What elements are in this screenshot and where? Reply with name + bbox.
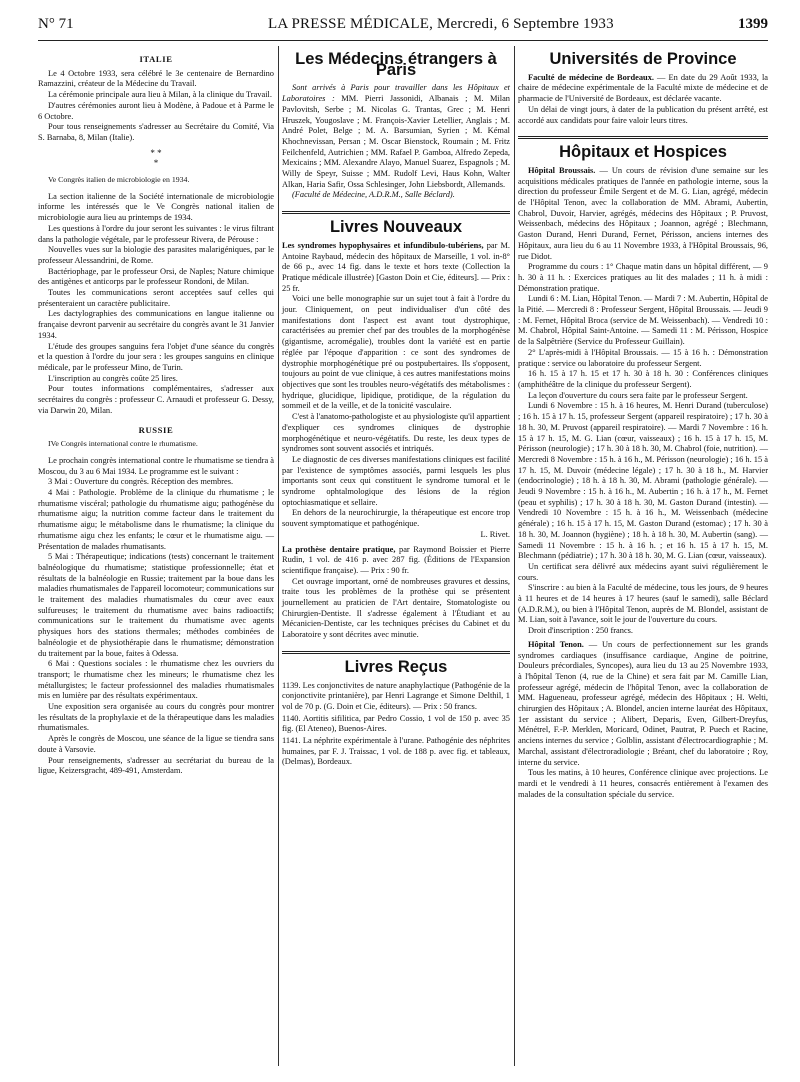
paragraph: L'étude des groupes sanguins fera l'objet d'une séance du congrès et la question à l'ordre du jour sera : les groupes sanguins en clinique médicale, par le professeur Mino, de Turin. <box>38 341 274 372</box>
intro-text: Sont arrivés à Paris pour travailler dans les Hôpitaux et Laboratoires : <box>282 83 510 104</box>
paragraph <box>518 166 768 262</box>
page-header <box>38 16 768 40</box>
column-middle <box>282 52 510 769</box>
header-rule <box>38 40 768 41</box>
paragraph <box>518 73 768 105</box>
paragraph: Pour toutes informations complémentaires, s'adresser aux secrétaires du congrès : professeur C. Arnaudi et professeur G. Dessy, via Darwin 20, Milan. <box>38 384 274 415</box>
source-note: (Faculté de Médecine, A.D.R.M., Salle Béclard). <box>292 190 455 200</box>
paragraph-text: — En date du 29 Août 1933, la chaire de médecine expérimentale de la Faculté mixte de médecine et de pharmacie de l'Université de Bordeaux, est déclarée vacante. <box>518 72 768 104</box>
paragraph: Pour renseignements, s'adresser au secrétariat du bureau de la ligue, Keizersgracht, 489-491, Amsterdam. <box>38 755 274 776</box>
paragraph: Le diagnostic de ces diverses manifestations cliniques est facilité par l'existence de symptômes associés, parmi lesquels les plus importants sont ceux qui constituent le syndrome tumoral et le syndrome ophtalmologique des lésions de la région optochiasmatique et sellaire. <box>282 454 510 507</box>
paragraph: 16 h. 15 à 17 h. 15 et 17 h. 30 à 18 h. 30 : Conférences cliniques (amphithéâtre de la clinique du professeur Sergent). <box>518 369 768 389</box>
review-signature: L. Rivet. <box>480 529 510 539</box>
journal-title: LA PRESSE MÉDICALE, Mercredi, 6 Septembre 1933 <box>268 16 614 32</box>
book-entry <box>282 545 510 577</box>
list-item: 1140. Aortitis sifilitica, par Pedro Cossio, 1 vol de 150 p. avec 35 fig. (El Ateneo), Buenos-Aires. <box>282 713 510 734</box>
book-meta: par M. Antoine Raybaud, médecin des hôpitaux de Marseille, 1 vol. in-8° de 66 p., avec 14 fig. dans le texte et hors texte (Collection la Pratique médicale illustrée) [Gaston Doin et Cie, éditeurs]. — Prix : 25 fr. <box>282 240 511 293</box>
paragraph: Les dactylographies des communications en langue italienne ou française devront parvenir au secrétaire du congrès avant le 31 Janvier 1934. <box>38 309 274 340</box>
paragraph: Lundi 6 : M. Lian, Hôpital Tenon. — Mardi 7 : M. Aubertin, Hôpital de la Pitié. — Mercredi 8 : Professeur Sergent, Hôpital Broussais. — Jeudi 9 : M. Fernet, Hôpital Broca (service de M. Weissenbach). — Vendredi 10 : M. Chabrol, Hôpital Saint-Antoine. — Samedi 11 : M. Périsson, Hospice de la Salpêtrière (Service du Professeur Guillain). <box>518 294 769 347</box>
paragraph: 2° L'après-midi à l'Hôpital Broussais. — 15 à 16 h. : Démonstration pratique : service ou laboratoire du professeur Sergent. <box>518 347 768 368</box>
paragraph <box>518 640 768 768</box>
paragraph: Un délai de vingt jours, à dater de la publication du présent arrêté, est accordé aux candidats pour faire valoir leurs titres. <box>518 104 768 125</box>
section-heading-hopitaux: Hôpitaux et Hospices <box>559 143 727 162</box>
paragraph: Cet ouvrage important, orné de nombreuses gravures et dessins, traite tous les problèmes de la prothèse qui se présentent journellement au praticien de l'Art dentaire, Stomatologiste ou Chirurgien-Dentiste. Il s'adresse également à l'Étudiant et au Mécanicien-Dentiste, car les techniques précises du Cabinet et du Laboratoire y sont décrites avec minutie. <box>282 576 510 640</box>
paragraph: Nouvelles vues sur la biologie des parasites malarigéniques, par le professeur Alessandrini, de Rome. <box>38 245 274 265</box>
paragraph: Les questions à l'ordre du jour seront les suivantes : le virus filtrant dans la pathologie végétale, par le professeur Rivera, de Pérouse : <box>38 223 274 244</box>
paragraph <box>282 83 510 190</box>
paragraph: L'inscription au congrès coûte 25 lires. <box>48 373 178 383</box>
list-item: 1141. La néphrite expérimentale à l'urane. Pathogénie des néphrites humaines, par F. J. Traissac, 1 vol. de 188 p. avec fig. et tableaux, (Delmas), Bordeaux. <box>282 736 510 767</box>
paragraph: Programme du cours : 1° Chaque matin dans un hôpital différent, — 9 h. 30 à 11 h. : Exercices pratiques au lit des malades ; 11 h. à midi : Démonstration pratique. <box>518 262 768 293</box>
paragraph: Droit d'inscription : 250 francs. <box>528 626 634 636</box>
paragraph-lead: Hôpital Tenon. <box>528 639 584 649</box>
paragraph: 4 Mai : Pathologie. Problème de la clinique du rhumatisme ; le rhumatisme viscéral; pathologie du rhumatisme aigu; pathogénèse du rhumatisme aigu; la nutrition comme facteur dans le traitement du rhumatisme aigu; le métabolisme dans le rhumatisme; la clinique du rhumatisme aigu chez les enfants; le cœur et le rhumatisme aigu. —Présentation de malades rhumatisants. <box>38 488 274 551</box>
section-rule <box>282 211 510 214</box>
paragraph: Une exposition sera organisée au cours du congrès pour montrer les résultats de la prophylaxie et de la thérapeutique dans les maladies rhumatismales. <box>38 702 274 733</box>
paragraph: 6 Mai : Questions sociales : le rhumatisme chez les ouvriers du transport; le rhumatisme chez les mineurs; le rhumatisme chez les métallurgistes; le facteur professionnel des maladies rhumatismales mis en lumière par des résultats expérimentaux. <box>38 659 274 701</box>
paragraph: Tous les matins, à 10 heures, Conférence clinique avec projections. Le mardi et le vendredi à 11 heures, consacrés entièrement à l'examen des malades de la consultation spéciale du service. <box>518 768 768 799</box>
subsection-title: Ve Congrès italien de microbiologie en 1934. <box>48 175 190 185</box>
paragraph: La section italienne de la Société internationale de microbiologie informe les intéressés que le Ve Congrès national italien de microbiologie aura lieu au printemps de 1934. <box>38 191 274 223</box>
section-rule <box>282 651 510 654</box>
paragraph: Toutes les communications seront acceptées sauf celles qui présenteraient un caractère publicitaire. <box>38 288 274 308</box>
section-heading-livres-recus: Livres Reçus <box>344 657 448 676</box>
names-list: MM. Pierri Jassonidi, Albanais ; M. Milan Pavlovitsh, Serbe ; M. Nicolas G. Trantas, Grec ; M. Henri Hruszek, Yougoslave ; M. François-Xavier Letellier, Anglais ; M. André Polet, Belge ; M. A. Barsumian, Syrien ; M. Kémal Khochnevissan, Persan ; M. Oscar Bienstock, Roumain ; M. Fritz Feilchenfeld, Autrichien ; MM. Rafael P. Gamboa, Alfredo Zepeda, Mexicains ; MM. Alexandre Alayo, Manuel Suarez, Espagnols ; M. Willy de Speyr, Suisse ; MM. Rudolf Levi, Haus Kohn, Walter Alkan, Haria Safir, Ossa Schlesinger, John Liebsbordt, Allemands. <box>282 94 510 189</box>
section-heading-italie: ITALIE <box>139 54 173 64</box>
section-heading-russie: RUSSIE <box>138 424 174 435</box>
paragraph: Lundi 6 Novembre : 15 h. à 16 heures, M. Henri Durand (tuberculose) ; 16 h. 15 à 17 h. 15, professeur Sergent (appareil respiratoire) ; 17 h. 30 à 18 h. 30, M. Pruvost (appareil respiratoire). — Mardi 7 Novembre : 16 h. 15 à 17 h. 15, M. G. Lian (cœur, vaisseaux) ; 16 h. 15 à 17 h. 15, M. Périsson (neurologie) ; 17 h. 30 à 18 h. 30, M. Chabrol (foie, nutrition). — Mercredi 8 Novembre : 15 h. à 16 h., M. Périsson (neurologie) ; 16 h. 15 à 17 h. 15, M. Duvoir (médecine légale) ; 17 h. 30 à 18 h., M. Harvier (endocrinologie) ; 18 h. à 18 h. 30, M. Abrami (pathologie générale). — Jeudi 9 Novembre : 15 h. à 16 h., M. Aubertin ; 16 h. à 17 h., M. Fernet (peau et syphilis) ; 17 h. 30 à 18 h. 30, M. Gaston Durand (intestin). — Vendredi 10 Novembre : 15 h. à 16 h., M. Weissenbach (médecine générale) ; 16 h. 15 à 17 h. 15, M. Gaston Durand (estomac) ; 17 h. 30 à 18 h. 30, M. Joannon (hygiène) ; 18 h. à 18 h. 30, M. Aubertin (sang). — Samedi 11 Novembre : 15 h. à 16 h. ; et 16 h. 15 à 17 h. 15, M. Blechmann (pédiatrie) ; 17 h. 30 à 18 h. 30, M. G. Lian (cœur, vaisseaux). <box>518 401 768 561</box>
section-heading-universites: Universités de Province <box>549 50 737 68</box>
paragraph: C'est à l'anatomo-pathologiste et au physiologiste qu'il appartient d'expliquer ces syndromes cliniques de dystrophie morphogénétique et neuro-végétatifs. Du reste, les deux types de syndromes sont souvent associés et intriqués. <box>282 412 510 454</box>
paragraph: Bactériophage, par le professeur Orsi, de Naples; Nature chimique des antigènes et anticorps par le professeur Rondoni, de Milan. <box>38 266 274 287</box>
paragraph: Après le congrès de Moscou, une séance de la ligue se tiendra sans doute à Varsovie. <box>38 734 274 754</box>
list-item: 1139. Les conjonctivites de nature anaphylactique (Pathogénie de la conjonctivite printanière), par Henri Lagrange et Simone Delthil, 1 vol de 70 p. (G. Doin et Cie, éditeurs). — Prix : 50 francs. <box>282 680 510 711</box>
paragraph: 5 Mai : Thérapeutique; indications (tests) concernant le traitement balnéologique du rhumatisme; statistique professionnelle; état et résultats de la balnéologie en Russie; traitement par la boue dans les maladies rhumatismales de l'appareil locomoteur; communications sur le traitement des maladies rhumatismales du cœur avec eaux sulfureuses; le traitement du rhumatisme avec bains radioactifs; communications sur le traitement du rhumatisme avec agents physiques hors des stations thermales; méthodes combinées de balnéologie et de physiothérapie dans le rhumatisme; démonstration du traitement par la boue, faites à Odessa. <box>38 552 274 658</box>
paragraph-text: — Un cours de perfectionnement sur les grands syndromes cardiaques (insuffisance cardiaque, Angine de poitrine, Douleurs précordiales, Syncopes), aura lieu du 13 au 25 Novembre 1933, à l'hôpital Tenon (4, rue de la Chine) et sera fait par M. Camille Lian, professeur agrégé, médecin de l'hôpital Tenon, avec la collaboration de MM. Hagueneau, professeur agrégé, médecin des Hôpitaux ; H. Welti, chirurgien des Hôpitaux ; A. Blondel, ancien interne lauréat des Hôpitaux, 1er assistant du service ; Alibert, Deparis, Even, Gilbert-Dreyfus, Ménétrel, F.-P. Merklen, Moricard, Odinet, Pautrat, P. Puech et Racine, anciens internes du service ; Golblin, assistant d'électrocardiographie ; M. Marchal, assistant d'électroradiologie ; Bréant, chef du laboratoire ; Roy, interne du service. <box>518 639 769 767</box>
paragraph: Un certificat sera délivré aux médecins ayant suivi régulièrement le cours. <box>518 561 768 582</box>
paragraph: Pour tous renseignements s'adresser au Secrétaire du Comité, Via S. Barnaba, 8, Milan (Italie). <box>38 122 274 142</box>
section-divider-stars: * * * <box>150 147 162 169</box>
section-heading-livres-nouveaux: Livres Nouveaux <box>329 218 463 237</box>
column-left <box>38 52 274 777</box>
paragraph: La cérémonie principale aura lieu à Milan, à la clinique du Travail. <box>48 90 272 100</box>
section-rule <box>518 136 768 139</box>
column-right <box>518 52 768 800</box>
paragraph: La leçon d'ouverture du cours sera faite par le professeur Sergent. <box>528 390 748 400</box>
book-title: Les syndromes hypophysaires et infundibulo-tubériens, <box>282 240 484 250</box>
book-title: La prothèse dentaire pratique, <box>282 544 396 554</box>
book-entry <box>282 241 510 295</box>
paragraph: Le 4 Octobre 1933, sera célébré le 3e centenaire de Bernardino Ramazzini, créateur de la Médecine du Travail. <box>38 68 274 89</box>
column-separator <box>278 46 279 1066</box>
subsection-title: IVe Congrès international contre le rhumatisme. <box>48 439 198 449</box>
paragraph: D'autres cérémonies auront lieu à Modène, à Padoue et à Parme le 6 Octobre. <box>38 100 274 121</box>
paragraph-text: — Un cours de révision d'une semaine sur les acquisitions médicales pratiques de l'année en pathologie interne, sous la direction du professeur Émile Sergent et de M. G. Lian, agrégé, médecin de l'Hôpital Tenon, avec la collaboration de MM. Abrami, Aubertin, Chabrol, Duvoir, Harvier, agrégés, médecins des Hôpitaux ; P. Pruvost, Weissenbach, médecins des Hôpitaux ; Joannon, agrégé ; Blechmann, Gaston Durand, Henri Durand, Fernet, Périsson, anciens internes des Hôpitaux, aura lieu du 6 au 11 Novembre 1933, à l'Hôpital Broussais, 96, rue Didot. <box>518 165 769 261</box>
section-heading-medecins: Les Médecins étrangers à Paris <box>295 50 497 79</box>
column-separator <box>514 46 515 1066</box>
issue-number: N° 71 <box>38 16 74 32</box>
book-meta: par Raymond Boissier et Pierre Rudin, 1 vol. de 416 p. avec 287 fig. (Éditions de l'Expansion scientifique française). — Prix : 90 fr. <box>282 544 510 575</box>
page-number: 1399 <box>738 16 768 32</box>
paragraph: S'inscrire : au bien à la Faculté de médecine, tous les jours, de 9 heures à 11 heures et de 14 heures à 17 heures (sauf le samedi), salle Béclard (A.D.R.M.), ou bien à l'Hôpital Tenon, auprès de M. Blondel, assistant de M. Lian, soit à l'avance, soit le jour de l'ouverture du cours. <box>518 583 768 625</box>
paragraph: 3 Mai : Ouverture du congrès. Réception des membres. <box>48 477 234 487</box>
paragraph-lead: Hôpital Broussais. <box>528 165 596 175</box>
paragraph: En dehors de la neurochirurgie, la thérapeutique est encore trop souvent symptomatique et pathogénique. <box>282 508 510 529</box>
paragraph-lead: Faculté de médecine de Bordeaux. <box>528 72 654 82</box>
paragraph: Voici une belle monographie sur un sujet tout à fait à l'ordre du jour. Cliniquement, on peut individualiser d'un côté des manifestations dont l'aspect est avant tout dystrophique, caractérisées au premier chef par des troubles de la morphogénèse (gigantisme, acromégalie), troubles dont la variété est en partie réglée par l'époque d'apparition : ce sont des syndromes de dystrophie morphogénétique pré ou postpubertaires. Ils s'opposent, toujours au point de vue clinique, à ces autres manifestations moins objectives que sont les troubles neuro-végétatifs des métabolismes : hydrique, glucidique, lipidique, protidique, de la régulation du sommeil et de la veille, et de la tonicité vasculaire. <box>282 294 510 411</box>
paragraph: Le prochain congrès international contre le rhumatisme se tiendra à Moscou, du 3 au 6 Mai 1934. Le programme est le suivant : <box>38 455 274 476</box>
